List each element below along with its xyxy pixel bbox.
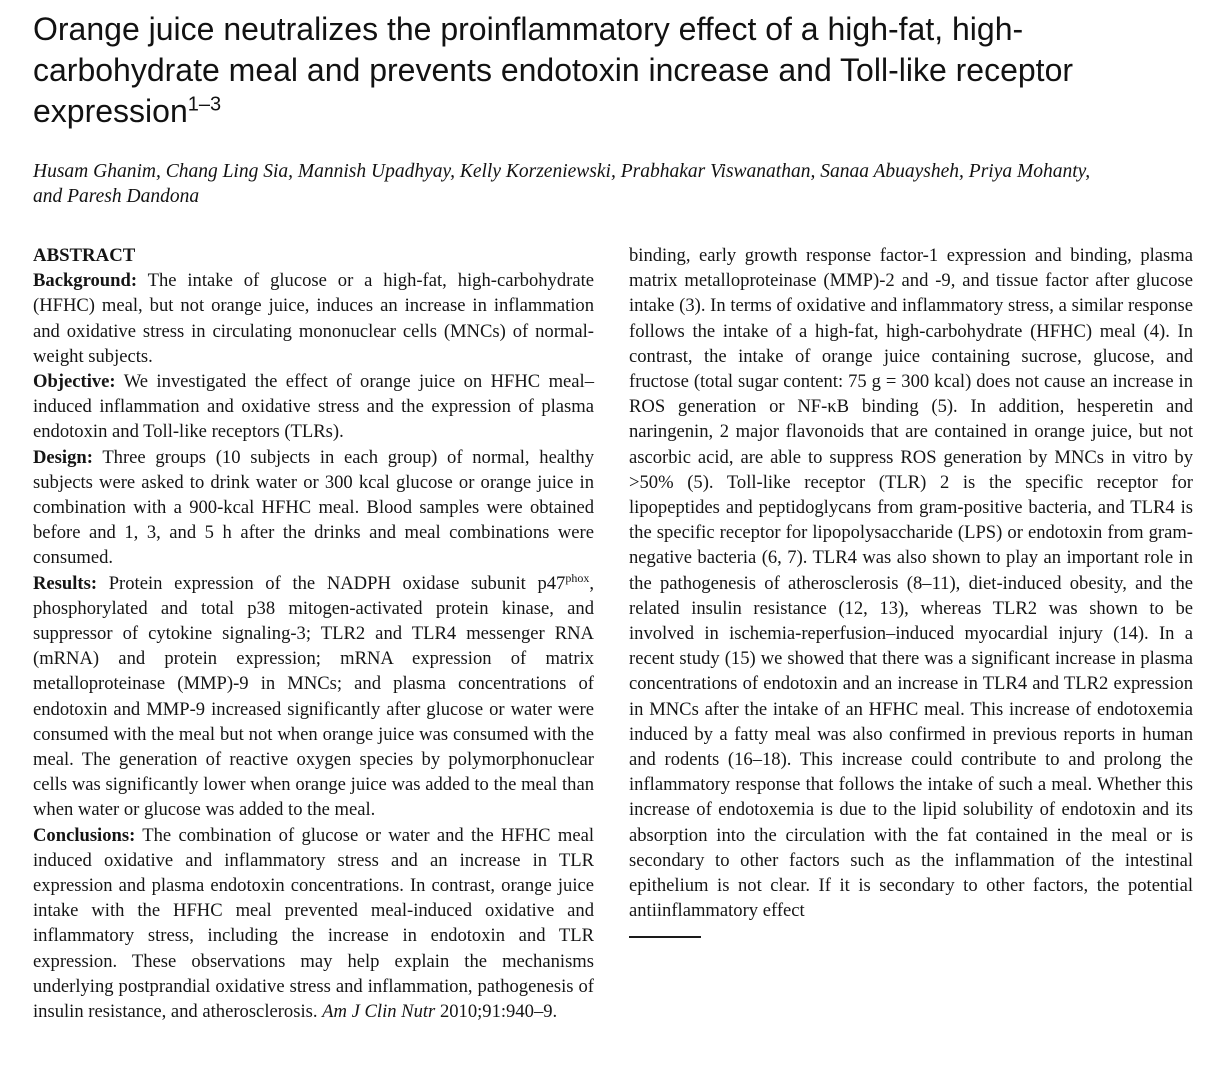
title-footnote-superscript: 1–3: [187, 93, 222, 116]
abstract-heading: ABSTRACT: [33, 245, 136, 266]
abstract-results-label: Results:: [33, 572, 98, 594]
abstract-results-paragraph: [33, 571, 594, 823]
abstract-background-text: The intake of glucose or a high-fat, high-carbohydrate (HFHC) meal, but not orange juice, induces an increase in inflammation and oxidative stress in circulating mononuclear cells (MNCs) of normal-weight subjects.: [33, 270, 594, 367]
abstract-design-text: Three groups (10 subjects in each group) of normal, healthy subjects were asked to drink water or 300 kcal glucose or orange juice in combination with a 900-kcal HFHC meal. Blood samples were obtained before and 1, 3, and 5 h after the drinks and meal combinations were consumed.: [33, 446, 595, 569]
abstract-conclusions-label: Conclusions:: [33, 824, 136, 846]
introduction-paragraph: binding, early growth response factor-1 expression and binding, plasma matrix metalloproteinase (MMP)-2 and -9, and tissue factor after glucose intake (3). In terms of oxidative and inflammatory stress, a similar response follows the intake of a high-fat, high-carbohydrate (HFHC) meal (4). In contrast, the intake of orange juice containing sucrose, glucose, and fructose (total sugar content: 75 g = 300 kcal) does not cause an increase in ROS generation or NF-κB binding (5). In addition, hesperetin and naringenin, 2 major flavonoids that are contained in orange juice, but not ascorbic acid, are able to suppress ROS generation by MNCs in vitro by >50% (5). Toll-like receptor (TLR) 2 is the specific receptor for lipopeptides and peptidoglycans from gram-positive bacteria, and TLR4 is the specific receptor for lipopolysaccharide (LPS) or endotoxin from gram-negative bacteria (6, 7). TLR4 was also shown to play an important role in the pathogenesis of atherosclerosis (8–11), diet-induced obesity, and the related insulin resistance (12, 13), whereas TLR2 was shown to be involved in ischemia-reperfusion–induced myocardial injury (14). In a recent study (15) we showed that there was a significant increase in plasma concentrations of endotoxin and an increase in TLR4 and TLR2 expression in MNCs after the intake of an HFHC meal. This increase of endotoxemia induced by a fatty meal was also confirmed in previous reports in human and rodents (16–18). This increase could contribute to and prolong the inflammatory response that follows the intake of such a meal. Whether this increase of endotoxemia is due to the lipid solubility of endotoxin and its absorption into the circulation with the fat contained in the meal or is secondary to other factors such as the inflammation of the intestinal epithelium is not clear. If it is secondary to other factors, the potential antiinflammatory effect: [629, 245, 1193, 922]
citation-volume-pages: 2010;91:940–9.: [435, 1001, 558, 1023]
abstract-conclusions-text: The combination of glucose or water and the HFHC meal induced oxidative and inflammatory stress and an increase in TLR expression and plasma endotoxin concentrations. In contrast, orange juice intake with the HFHC meal prevented meal-induced oxidative and inflammatory stress, including the increase in endotoxin and TLR expression. These observations may help explain the mechanisms underlying postprandial oxidative stress and inflammation, pathogenesis of insulin resistance, and atherosclerosis.: [33, 824, 595, 1023]
abstract-background-paragraph: [33, 268, 594, 369]
introduction-column: [629, 243, 1193, 1024]
abstract-objective-paragraph: [33, 369, 594, 445]
abstract-objective-text: We investigated the effect of orange juice on HFHC meal–induced inflammation and oxidative stress and the expression of plasma endotoxin and Toll-like receptors (TLRs).: [33, 371, 594, 443]
two-column-body: [33, 243, 1193, 1024]
abstract-design-paragraph: [33, 445, 594, 571]
article-title-text: Orange juice neutralizes the proinflammatory effect of a high-fat, high-carbohydrate meal and prevents endotoxin increase and Toll-like receptor expression: [33, 11, 1074, 129]
phox-superscript: phox: [565, 570, 590, 585]
abstract-design-label: Design:: [33, 446, 93, 468]
article-title: [33, 9, 1173, 132]
abstract-background-label: Background:: [33, 270, 138, 292]
author-line: Husam Ghanim, Chang Ling Sia, Mannish Upadhyay, Kelly Korzeniewski, Prabhakar Viswanathan, Sanaa Abuaysheh, Priya Mohanty, and Paresh Dandona: [33, 161, 1091, 207]
abstract-results-text-post: , phosphorylated and total p38 mitogen-activated protein kinase, and suppressor of cytokine signaling-3; TLR2 and TLR4 messenger RNA (mRNA) and protein expression; mRNA expression of matrix metalloproteinase (MMP)-9 in MNCs; and plasma concentrations of endotoxin and MMP-9 increased significantly after glucose or water were consumed with the meal but not when orange juice was consumed with the meal. The generation of reactive oxygen species by polymorphonuclear cells was significantly lower when orange juice was added to the meal than when water or glucose was added to the meal.: [33, 572, 594, 821]
abstract-results-text-pre: Protein expression of the NADPH oxidase subunit p47: [108, 572, 566, 594]
abstract-conclusions-paragraph: [33, 823, 594, 1025]
abstract-column: [33, 243, 594, 1024]
abstract-objective-label: Objective:: [33, 371, 116, 393]
footnote-divider: [629, 936, 701, 938]
citation-journal-name: Am J Clin Nutr: [322, 1001, 436, 1023]
